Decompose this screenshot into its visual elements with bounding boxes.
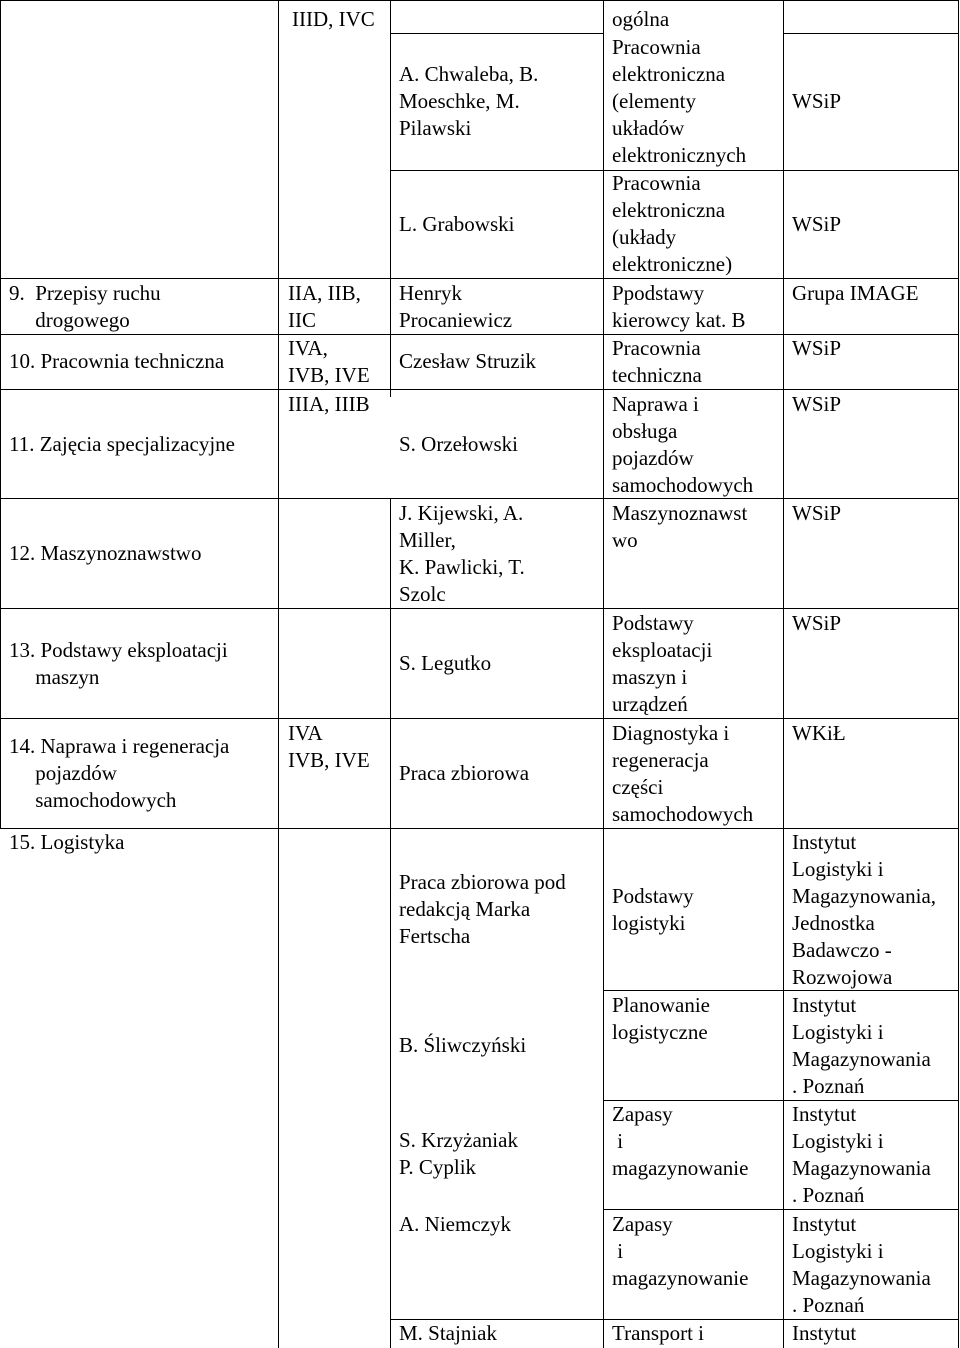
textbook-title-cell: Planowanie logistyczne [612,993,710,1044]
row-border [603,1209,959,1210]
subject-cell: 11. Zajęcia specjalizacyjne [9,432,236,456]
row-border [0,498,959,499]
textbook-title-cell: Naprawa i obsługa pojazdów samochodowych [612,392,754,497]
table-border-left [0,0,1,828]
publisher-cell: WSiP [792,392,842,416]
subject-cell: 13. Podstawy eksploatacji maszyn [9,638,228,689]
textbook-title-cell: ogólna [612,7,670,31]
textbook-title-cell: Maszynoznawst wo [612,501,748,552]
class-cell: IIA, IIB, IIC [288,281,361,332]
author-cell: J. Kijewski, A. Miller, K. Pawlicki, T. Szolc [399,501,525,606]
subject-cell: 14. Naprawa i regeneracja pojazdów samochodowych [9,734,230,812]
publisher-cell: WSiP [792,89,842,113]
subject-cell: 10. Pracownia techniczna [9,349,225,373]
author-cell: L. Grabowski [399,212,515,236]
author-cell: Henryk Procaniewicz [399,281,513,332]
textbook-title-cell: Pracownia elektroniczna (układy elektroniczne) [612,171,733,276]
table-border-class-author [390,498,391,828]
row-border [0,278,959,279]
row-border [783,33,959,34]
table-border-author-title [603,0,604,1348]
author-cell: Praca zbiorowa pod redakcją Marka Fertscha [399,870,566,948]
class-cell: IIID, IVC [292,7,375,31]
author-cell: Czesław Struzik [399,349,537,373]
class-cell: IVA, IVB, IVE [288,336,370,387]
subject-cell: 15. Logistyka [9,830,125,854]
subject-cell: 12. Maszynoznawstwo [9,541,202,565]
publisher-cell: WSiP [792,212,842,236]
class-cell: IIIA, IIIB [288,392,370,416]
publisher-cell: Instytut Logistyki i Magazynowania . Poznań [792,1102,931,1207]
textbook-title-cell: Ppodstawy kierowcy kat. B [612,281,746,332]
textbook-title-cell: Zapasy i magazynowanie [612,1102,749,1180]
table-border-subject-class [278,0,279,1348]
publisher-cell: WSiP [792,501,842,525]
author-cell: S. Orzełowski [399,432,518,456]
textbook-title-cell: Diagnostyka i regeneracja części samochodowych [612,721,754,826]
table-border-top [0,0,959,1]
textbook-title-cell: Podstawy logistyki [612,884,694,935]
publisher-cell: Grupa IMAGE [792,281,919,305]
textbook-title-cell: Pracownia techniczna [612,336,702,387]
author-cell: B. Śliwczyński [399,1033,527,1057]
textbook-title-cell: Transport i [612,1321,704,1345]
publisher-cell: Instytut [792,1321,857,1345]
publisher-cell: Instytut Logistyki i Magazynowania . Poznań [792,1212,931,1317]
author-cell: Praca zbiorowa [399,761,530,785]
author-cell: M. Stajniak [399,1321,497,1345]
author-cell: A. Niemczyk [399,1212,511,1236]
table-border-right [958,0,959,1348]
textbook-title-cell: Pracownia elektroniczna (elementy układów elektronicznych [612,35,747,167]
row-border [0,389,959,390]
publisher-cell: WKiŁ [792,721,846,745]
author-cell: A. Chwaleba, B. Moeschke, M. Pilawski [399,62,539,140]
publisher-cell: WSiP [792,611,842,635]
author-cell: S. Krzyżaniak P. Cyplik [399,1128,518,1179]
class-cell: IVA IVB, IVE [288,721,370,772]
row-border [390,33,603,34]
publisher-cell: Instytut Logistyki i Magazynowania . Poznań [792,993,931,1098]
table-border-class-author [390,828,391,1348]
row-border [0,608,959,609]
author-cell: S. Legutko [399,651,492,675]
table-border-title-publisher [783,0,784,1348]
publisher-cell: WSiP [792,336,842,360]
textbook-title-cell: Podstawy eksploatacji maszyn i urządzeń [612,611,713,716]
table-border-class-author [390,0,391,397]
textbook-title-cell: Zapasy i magazynowanie [612,1212,749,1290]
row-border [0,718,959,719]
publisher-cell: Instytut Logistyki i Magazynowania, Jednostka Badawczo - Rozwojowa [792,830,937,989]
subject-cell: 9. Przepisy ruchu drogowego [9,281,161,332]
